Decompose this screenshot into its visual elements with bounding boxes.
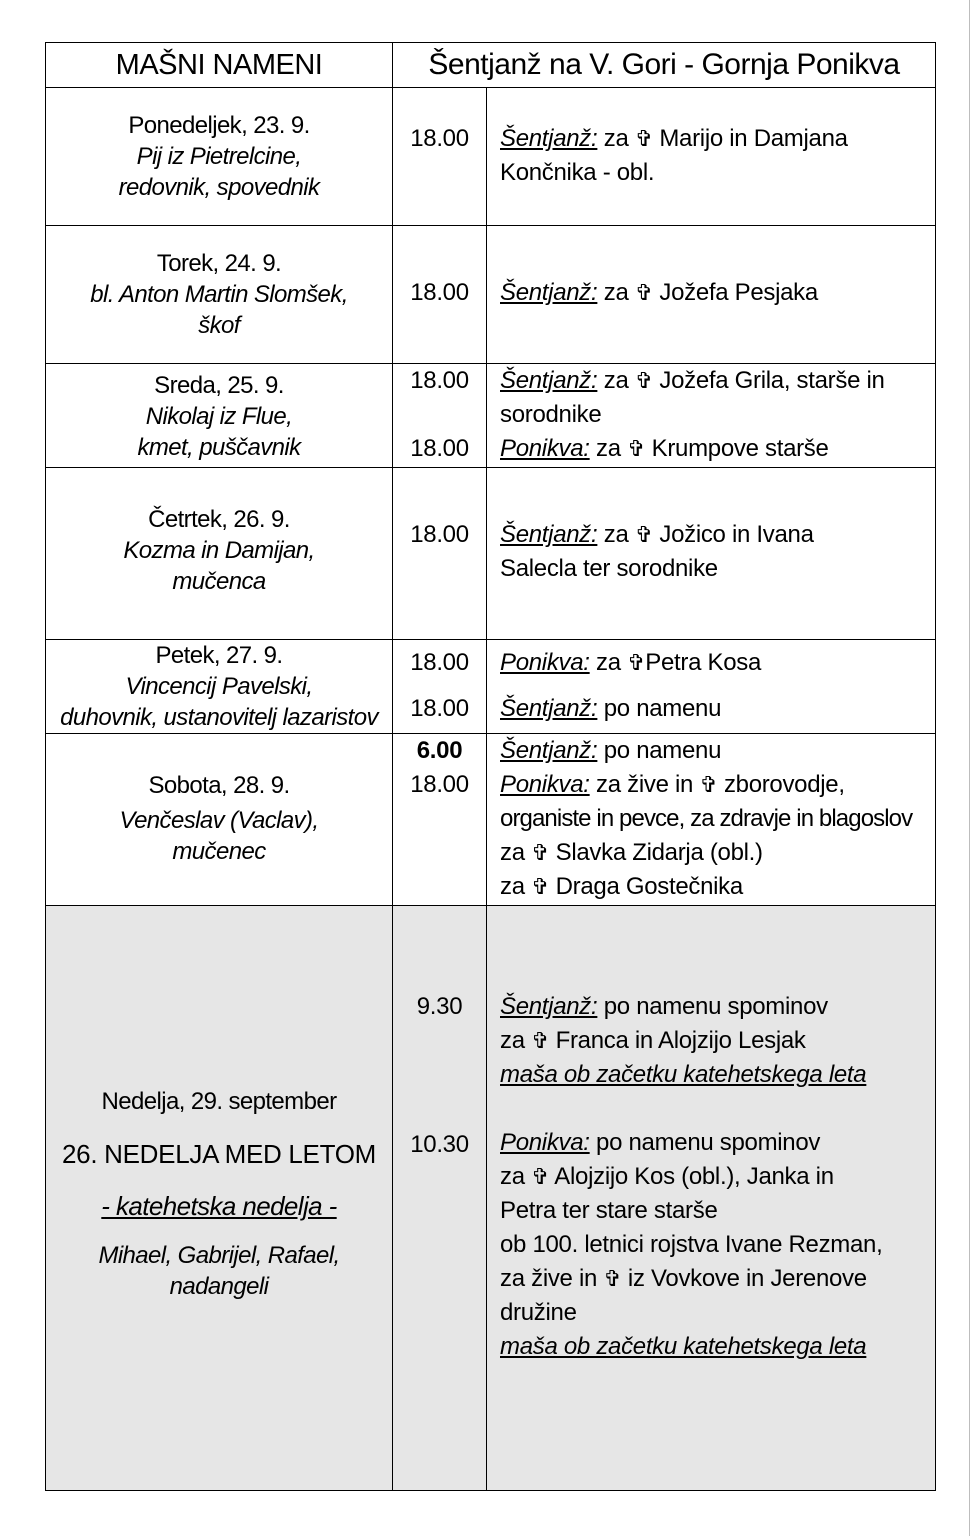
day-row-monday bbox=[46, 88, 936, 226]
intention-text: Jožico in Ivana bbox=[653, 521, 814, 548]
intention-text: za bbox=[597, 521, 635, 548]
intention-text: Franca in Alojzijo Lesjak bbox=[549, 1027, 806, 1054]
saint-line: Kozma in Damijan, bbox=[123, 537, 315, 564]
intention-text: po namenu bbox=[597, 737, 722, 764]
saint-line: redovnik, spovednik bbox=[118, 174, 320, 201]
intention-text: Petra Kosa bbox=[645, 649, 762, 676]
intention-line bbox=[500, 1126, 935, 1160]
intention-text: po namenu spominov bbox=[597, 993, 828, 1020]
day-row-tuesday bbox=[46, 226, 936, 364]
intention-cell bbox=[487, 226, 936, 364]
day-label: Petek, 27. 9. bbox=[155, 642, 283, 669]
location-label: Ponikva: bbox=[500, 649, 590, 676]
intention-text: za bbox=[597, 279, 635, 306]
location-label: Ponikva: bbox=[500, 1129, 590, 1156]
sunday-subtitle: - katehetska nedelja - bbox=[101, 1191, 337, 1221]
intention-text: za žive in bbox=[589, 771, 700, 798]
saint-line: duhovnik, ustanovitelj lazaristov bbox=[60, 704, 378, 731]
location-label: Ponikva: bbox=[500, 771, 590, 798]
saint-line: Venčeslav (Vaclav), bbox=[119, 807, 319, 834]
header-row bbox=[46, 43, 936, 88]
intention-line bbox=[500, 870, 935, 904]
saint-line: Pij iz Pietrelcine, bbox=[136, 143, 302, 170]
cross-icon: ✞ bbox=[531, 1164, 550, 1189]
page-edge-line bbox=[969, 0, 970, 1536]
time-cell bbox=[393, 88, 487, 226]
intention-text: iz Vovkove in Jerenove bbox=[621, 1265, 867, 1292]
intention-text: Salecla ter sorodnike bbox=[500, 555, 718, 582]
intention-text: po namenu spominov bbox=[589, 1129, 821, 1156]
saint-line: Mihael, Gabrijel, Rafael, bbox=[98, 1242, 340, 1269]
intention-line bbox=[500, 1160, 935, 1194]
cross-icon: ✞ bbox=[531, 1028, 550, 1053]
intention-text: Jožefa Grila, starše in bbox=[653, 367, 885, 394]
intention-text: organiste in pevce, za zdravje in blagoslov bbox=[500, 805, 913, 832]
catechetical-note: maša ob začetku katehetskega leta bbox=[500, 1333, 867, 1360]
intention-text: Draga Gostečnika bbox=[549, 873, 743, 900]
mass-time: 18.00 bbox=[410, 367, 469, 394]
intention-line bbox=[500, 1262, 935, 1296]
time-cell bbox=[393, 364, 487, 468]
day-cell bbox=[46, 88, 393, 226]
saint-line: kmet, puščavnik bbox=[137, 434, 301, 461]
cross-icon: ✞ bbox=[634, 280, 653, 305]
saint-line: bl. Anton Martin Slomšek, bbox=[90, 281, 348, 308]
day-row-thursday bbox=[46, 468, 936, 640]
day-label: Sreda, 25. 9. bbox=[154, 372, 284, 399]
cross-icon: ✞ bbox=[699, 772, 718, 797]
intention-line bbox=[500, 990, 935, 1024]
intention-text: ob 100. letnici rojstva Ivane Rezman, bbox=[500, 1231, 883, 1258]
intention-cell bbox=[487, 468, 936, 640]
day-row-friday bbox=[46, 640, 936, 734]
mass-time: 9.30 bbox=[416, 993, 463, 1020]
intention-text: zborovodje, bbox=[717, 771, 845, 798]
day-row-sunday bbox=[46, 906, 936, 1491]
location-label: Šentjanž: bbox=[500, 737, 598, 764]
cross-icon: ✞ bbox=[634, 368, 653, 393]
cross-icon: ✞ bbox=[603, 1266, 622, 1291]
intention-text: za bbox=[589, 435, 628, 462]
cross-icon: ✞ bbox=[634, 522, 653, 547]
cross-icon: ✞ bbox=[627, 650, 646, 675]
saint-line: nadangeli bbox=[169, 1273, 269, 1300]
intention-text: za bbox=[500, 1027, 532, 1054]
intention-text: Končnika - obl. bbox=[500, 159, 655, 186]
time-cell bbox=[393, 226, 487, 364]
intention-text: Jožefa Pesjaka bbox=[653, 279, 818, 306]
intention-line bbox=[500, 692, 935, 726]
mass-time: 10.30 bbox=[410, 1131, 469, 1158]
location-label: Šentjanž: bbox=[500, 993, 598, 1020]
day-label: Nedelja, 29. september bbox=[101, 1088, 337, 1115]
day-label: Ponedeljek, 23. 9. bbox=[128, 112, 310, 139]
time-cell bbox=[393, 734, 487, 906]
location-label: Šentjanž: bbox=[500, 125, 598, 152]
mass-time: 18.00 bbox=[410, 649, 469, 676]
intention-text: Petra ter stare starše bbox=[500, 1197, 718, 1224]
intention-text: za bbox=[500, 1163, 532, 1190]
day-label: Sobota, 28. 9. bbox=[148, 772, 290, 799]
saint-line: Nikolaj iz Flue, bbox=[145, 403, 293, 430]
location-label: Šentjanž: bbox=[500, 695, 598, 722]
mass-schedule-table bbox=[45, 42, 936, 1491]
cross-icon: ✞ bbox=[634, 126, 653, 151]
day-row-wednesday bbox=[46, 364, 936, 468]
intention-text: za bbox=[597, 367, 635, 394]
intention-line bbox=[500, 836, 935, 870]
intention-line bbox=[500, 734, 935, 768]
day-label: Četrtek, 26. 9. bbox=[148, 506, 290, 533]
intention-cell bbox=[487, 734, 936, 906]
intention-text: po namenu bbox=[597, 695, 722, 722]
time-cell bbox=[393, 468, 487, 640]
catechetical-note: maša ob začetku katehetskega leta bbox=[500, 1061, 867, 1088]
intention-text: Krumpove starše bbox=[645, 435, 829, 462]
day-cell bbox=[46, 364, 393, 468]
intention-text: sorodnike bbox=[500, 401, 602, 428]
day-cell bbox=[46, 640, 393, 734]
mass-time: 18.00 bbox=[410, 771, 469, 798]
intention-text: za bbox=[589, 649, 628, 676]
saint-line: mučenec bbox=[172, 838, 266, 865]
intention-line bbox=[500, 1024, 935, 1058]
intention-cell bbox=[487, 364, 936, 468]
time-cell bbox=[393, 640, 487, 734]
saint-line: škof bbox=[198, 312, 240, 339]
intention-text: Alojzijo Kos (obl.), Janka in bbox=[549, 1163, 834, 1190]
location-label: Šentjanž: bbox=[500, 279, 598, 306]
mass-time: 18.00 bbox=[410, 279, 469, 306]
intention-cell bbox=[487, 88, 936, 226]
cross-icon: ✞ bbox=[531, 874, 550, 899]
intention-text: za bbox=[597, 125, 635, 152]
day-cell bbox=[46, 226, 393, 364]
intention-text: Marijo in Damjana bbox=[653, 125, 848, 152]
mass-time: 18.00 bbox=[410, 435, 469, 462]
saint-line: mučenca bbox=[172, 568, 266, 595]
cross-icon: ✞ bbox=[531, 840, 550, 865]
intention-text: družine bbox=[500, 1299, 577, 1326]
header-right: Šentjanž na V. Gori - Gornja Ponikva bbox=[393, 43, 936, 88]
intention-cell bbox=[487, 640, 936, 734]
intention-text: za bbox=[500, 839, 532, 866]
day-cell bbox=[46, 468, 393, 640]
location-label: Šentjanž: bbox=[500, 367, 598, 394]
intention-text: za žive in bbox=[500, 1265, 604, 1292]
mass-time: 18.00 bbox=[410, 521, 469, 548]
day-cell bbox=[46, 906, 393, 1491]
location-label: Ponikva: bbox=[500, 435, 590, 462]
saint-line: Vincencij Pavelski, bbox=[125, 673, 313, 700]
header-left: MAŠNI NAMENI bbox=[46, 43, 393, 88]
time-cell bbox=[393, 906, 487, 1491]
day-label: Torek, 24. 9. bbox=[156, 250, 282, 277]
mass-time: 6.00 bbox=[416, 737, 463, 764]
intention-text: Slavka Zidarja (obl.) bbox=[549, 839, 763, 866]
location-label: Šentjanž: bbox=[500, 521, 598, 548]
intention-line bbox=[500, 768, 935, 802]
cross-icon: ✞ bbox=[627, 436, 646, 461]
day-row-saturday bbox=[46, 734, 936, 906]
mass-time: 18.00 bbox=[410, 125, 469, 152]
sunday-title: 26. NEDELJA MED LETOM bbox=[62, 1139, 376, 1169]
day-cell bbox=[46, 734, 393, 906]
intention-cell bbox=[487, 906, 936, 1491]
mass-time: 18.00 bbox=[410, 695, 469, 722]
intention-text: za bbox=[500, 873, 532, 900]
